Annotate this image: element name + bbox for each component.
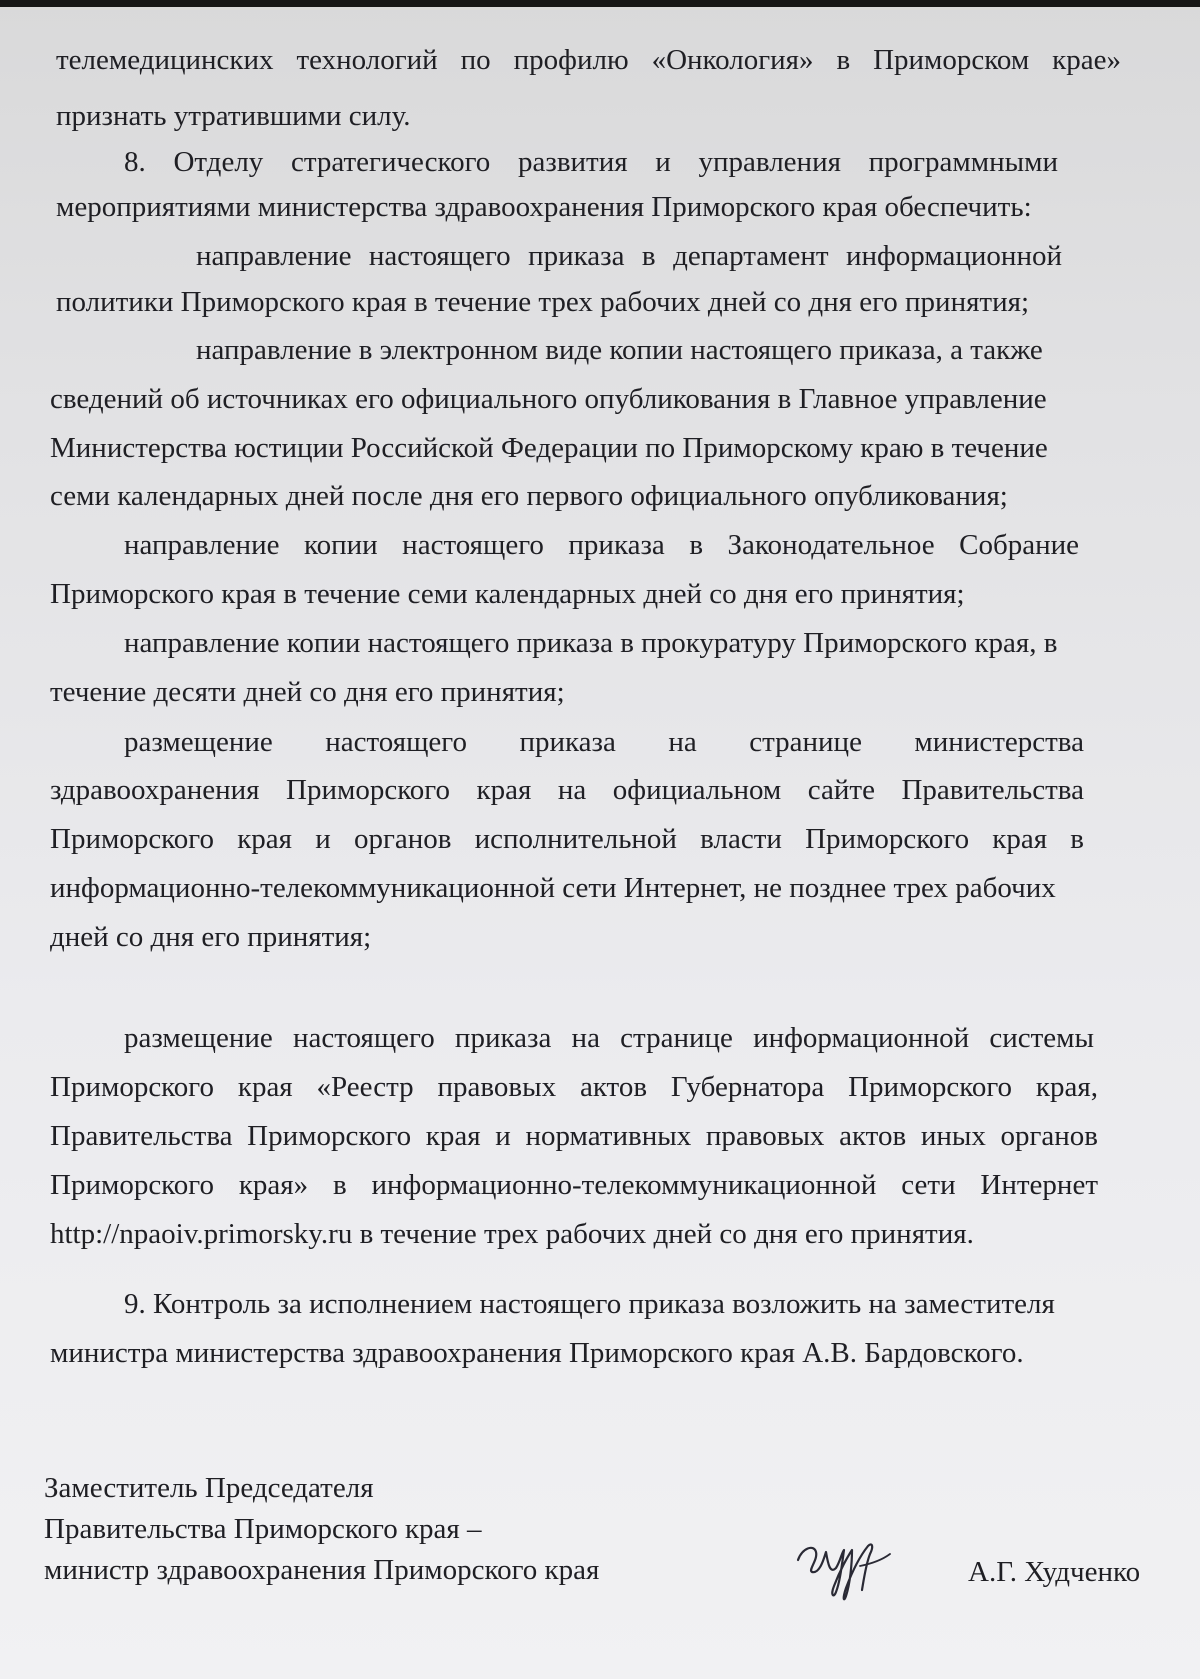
signer-name: А.Г. Худченко (968, 1556, 1141, 1588)
text-line: признать утратившими силу. (56, 100, 411, 132)
handwritten-signature (790, 1530, 910, 1610)
position-line: Заместитель Председателя (44, 1472, 374, 1504)
signatory-position (44, 1468, 599, 1591)
text-line: информационно-телекоммуникационной сети Интернет, не позднее трех рабочих (50, 872, 1056, 904)
position-line: Правительства Приморского края – (44, 1513, 482, 1545)
text-line: течение десяти дней со дня его принятия; (50, 676, 565, 708)
text-line: семи календарных дней после дня его первого официального опубликования; (50, 480, 1008, 512)
text-line: Министерства юстиции Российской Федерации по Приморскому краю в течение (50, 432, 1048, 464)
text-line: министра министерства здравоохранения Приморского края А.В. Бардовского. (50, 1337, 1024, 1369)
photo-top-edge (0, 0, 1200, 7)
text-line: направление настоящего приказа в департамент информационной (196, 240, 1062, 272)
text-line: Приморского края» в информационно-телекоммуникационной сети Интернет (50, 1169, 1098, 1201)
text-line: здравоохранения Приморского края на официальном сайте Правительства (50, 774, 1084, 806)
text-line: направление копии настоящего приказа в прокуратуру Приморского края, в (124, 627, 1058, 659)
text-line: 9. Контроль за исполнением настоящего приказа возложить на заместителя (124, 1288, 1055, 1320)
text-line: Приморского края в течение семи календарных дней со дня его принятия; (50, 578, 965, 610)
text-line: направление в электронном виде копии настоящего приказа, а также (196, 334, 1043, 366)
text-line: дней со дня его принятия; (50, 921, 372, 953)
text-line: Приморского края «Реестр правовых актов Губернатора Приморского края, (50, 1071, 1098, 1103)
text-line: 8. Отделу стратегического развития и управления программными (124, 146, 1058, 178)
text-line: Правительства Приморского края и нормативных правовых актов иных органов (50, 1120, 1098, 1152)
text-line: мероприятиями министерства здравоохранения Приморского края обеспечить: (56, 191, 1032, 223)
text-line: http://npaoiv.primorsky.ru в течение трех рабочих дней со дня его принятия. (50, 1218, 974, 1250)
text-line: телемедицинских технологий по профилю «Онкология» в Приморском крае» (56, 44, 1121, 76)
text-line: сведений об источниках его официального опубликования в Главное управление (50, 383, 1047, 415)
position-line: министр здравоохранения Приморского края (44, 1554, 600, 1586)
text-line: Приморского края и органов исполнительной власти Приморского края в (50, 823, 1084, 855)
text-line: размещение настоящего приказа на странице информационной системы (124, 1022, 1094, 1054)
text-line: политики Приморского края в течение трех рабочих дней со дня его принятия; (56, 286, 1030, 318)
text-line: направление копии настоящего приказа в Законодательное Собрание (124, 529, 1079, 561)
text-line: размещение настоящего приказа на странице министерства (124, 726, 1084, 758)
